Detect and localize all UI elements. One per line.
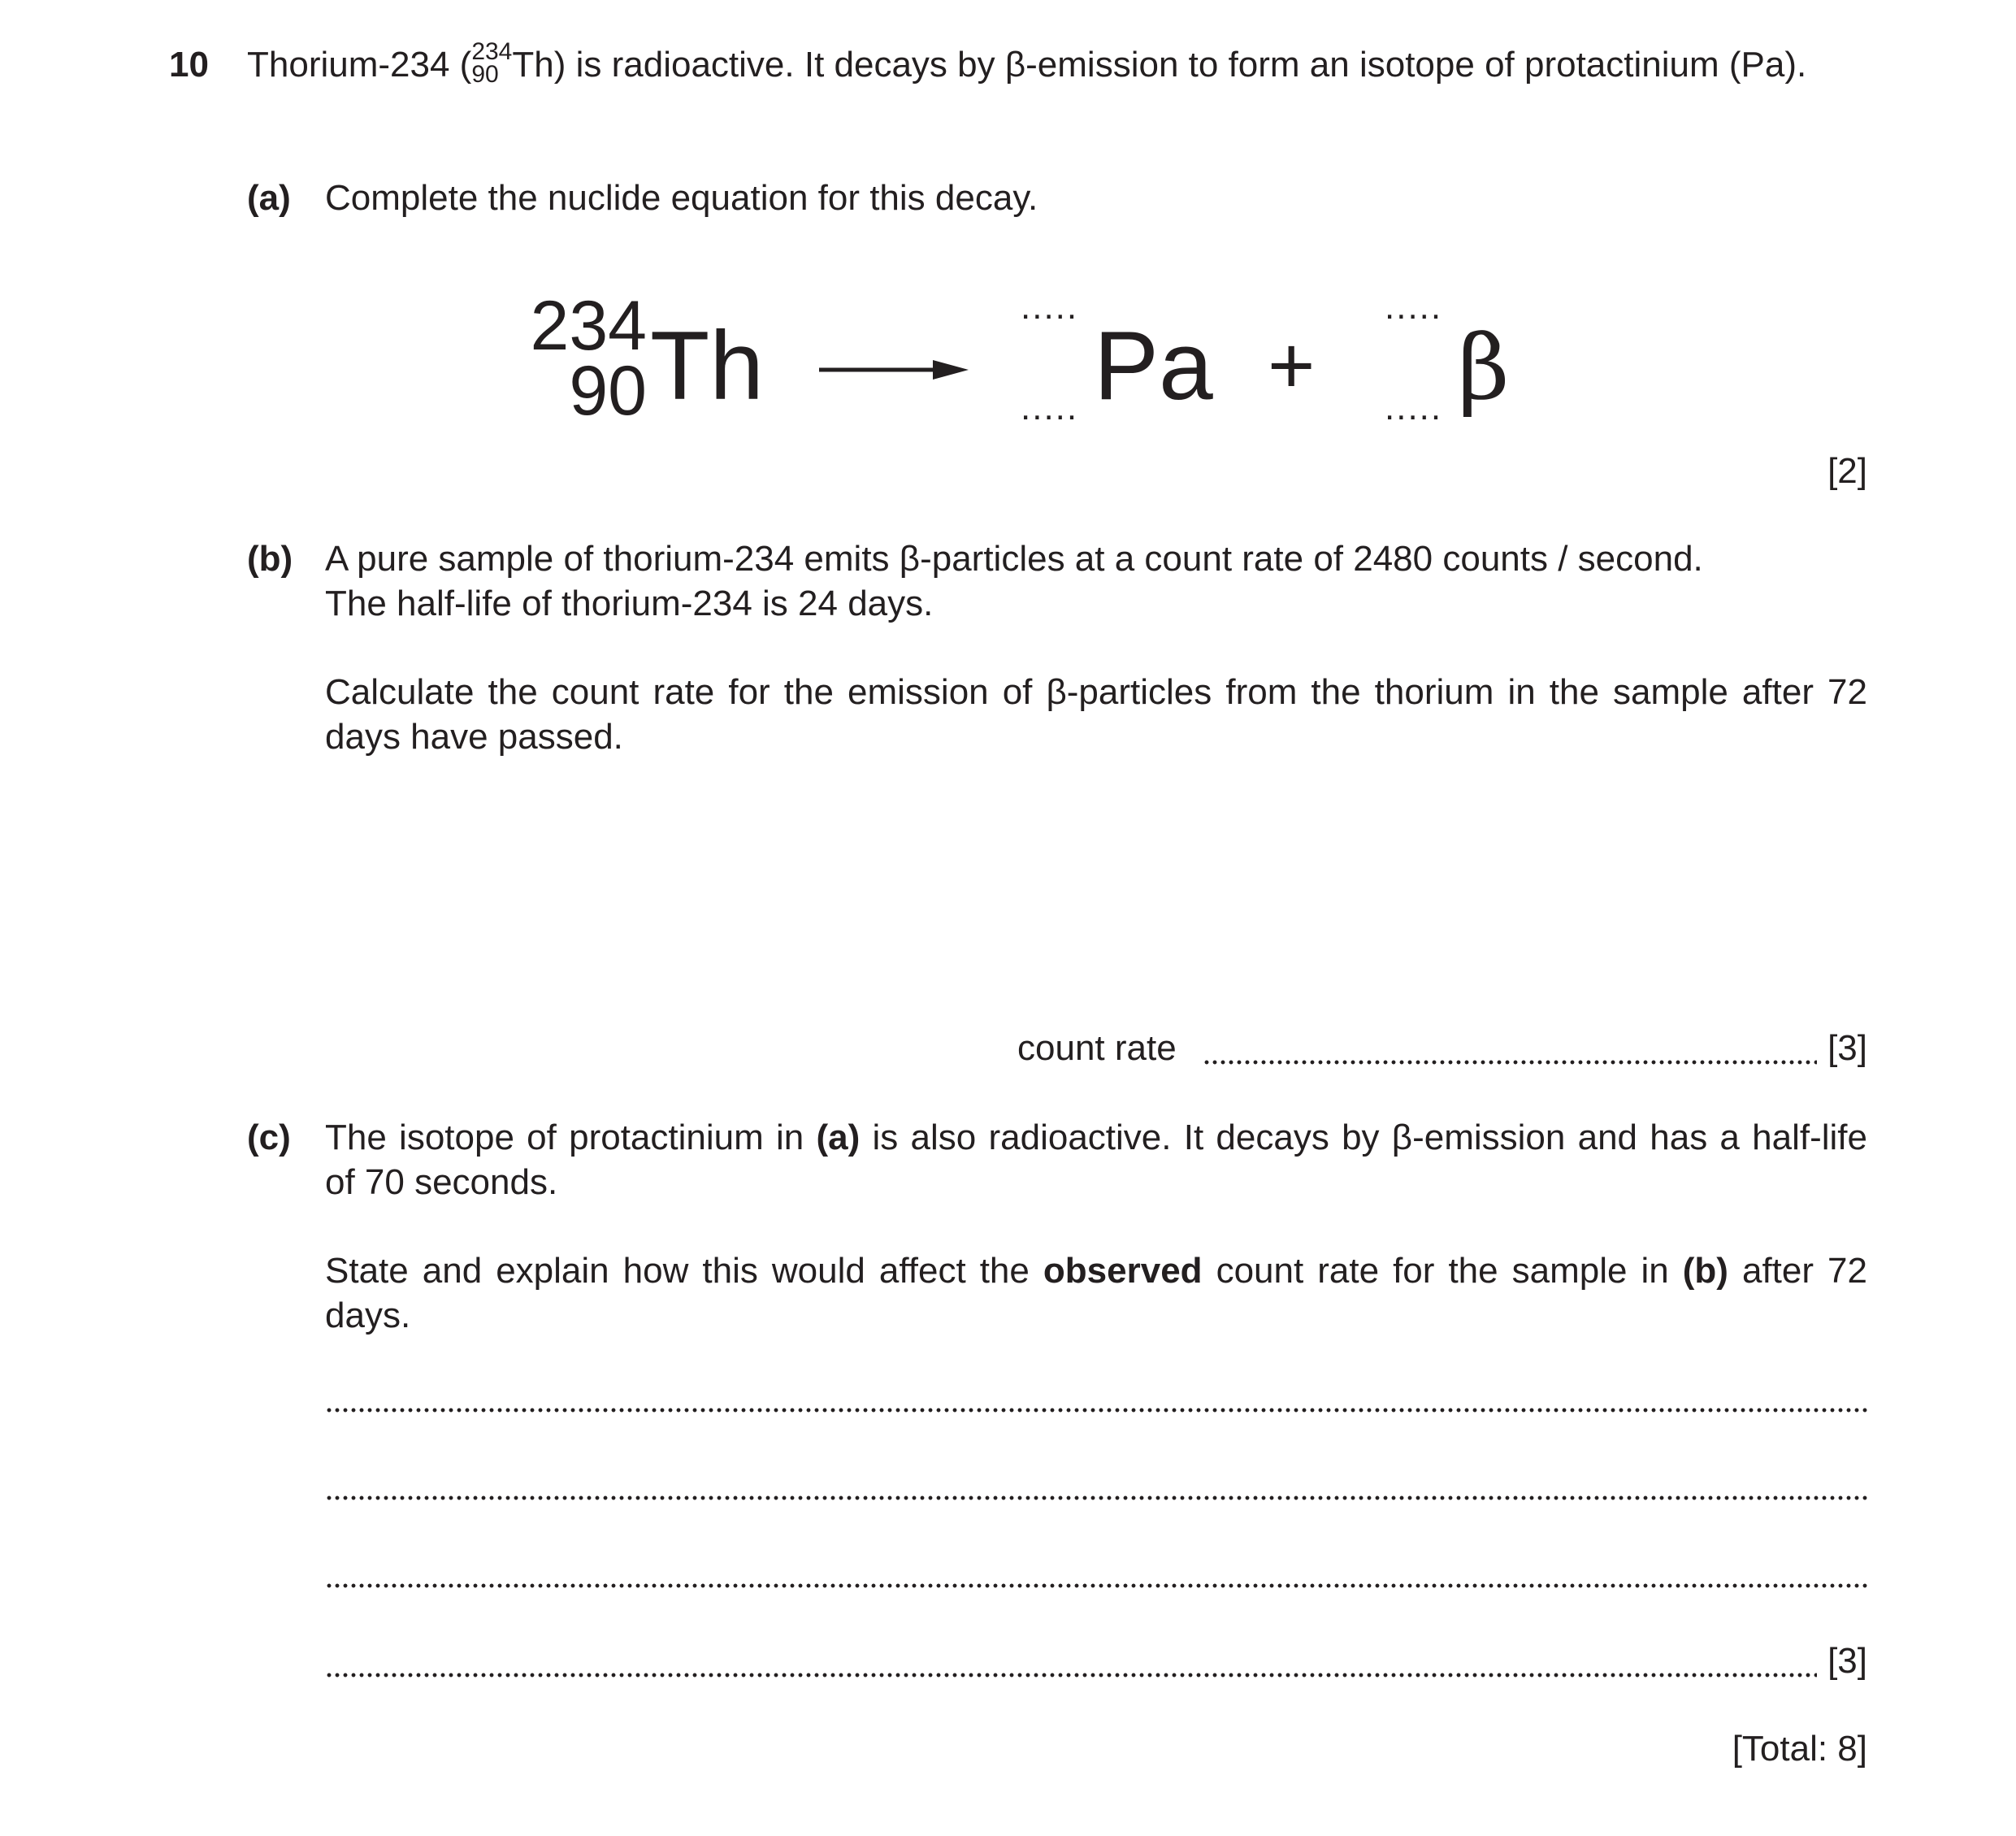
product-mass-blank[interactable]: .....: [1021, 287, 1079, 327]
part-c-text2-middle: count rate for the sample in: [1202, 1251, 1683, 1291]
product-symbol: Pa: [1094, 311, 1213, 420]
part-c-label: (c): [247, 1118, 291, 1157]
particle-mass-blank[interactable]: .....: [1385, 287, 1443, 327]
count-rate-answer-line[interactable]: [1203, 1058, 1817, 1066]
intro-text-before: Thorium-234 (: [247, 45, 472, 85]
part-b-label: (b): [247, 539, 293, 579]
part-c-marks: [3]: [1827, 1641, 1867, 1681]
part-c-ref-b: (b): [1682, 1251, 1728, 1291]
answer-line[interactable]: [325, 1582, 1867, 1590]
parent-symbol: Th: [650, 311, 765, 420]
count-rate-label: count rate: [1017, 1028, 1177, 1068]
intro-mass-number: 234: [471, 38, 513, 66]
parent-nuclide-numbers: [517, 287, 647, 430]
part-b-marks: [3]: [1827, 1028, 1867, 1068]
part-c-ref-a: (a): [816, 1118, 861, 1157]
intro-text-after: ) is radioactive. It decays by β-emission to form an isotope of protactinium (Pa).: [553, 45, 1807, 85]
plus-sign: +: [1268, 320, 1316, 411]
part-b-question: Calculate the count rate for the emission of β-particles from the thorium in the sample after 72 days have passed.: [325, 672, 1867, 757]
part-c-text2-after: after 72 days.: [325, 1251, 1867, 1335]
part-c-text2: [325, 1248, 1867, 1338]
answer-line[interactable]: [325, 1671, 1817, 1679]
arrow-icon: [819, 358, 969, 382]
parent-atomic-number: 90: [569, 352, 647, 430]
intro-atomic-number: 90: [471, 61, 499, 89]
beta-symbol: β: [1458, 315, 1510, 419]
part-b-line2: The half-life of thorium-234 is 24 days.: [325, 584, 934, 623]
part-a-label: (a): [247, 178, 291, 218]
particle-atomic-blank[interactable]: .....: [1385, 388, 1443, 428]
intro-nuclide-numbers: [471, 38, 513, 89]
part-c-text1: [325, 1115, 1867, 1204]
part-b-line1: A pure sample of thorium-234 emits β-particles at a count rate of 2480 counts / second.: [325, 539, 1703, 579]
question-number: 10: [169, 45, 209, 85]
total-marks: [Total: 8]: [1732, 1729, 1867, 1769]
part-c-text1-before: The isotope of protactinium in: [325, 1118, 817, 1157]
part-a-text: Complete the nuclide equation for this decay.: [325, 178, 1038, 218]
part-c-text1-after: is also radioactive. It decays by β-emission and has a half-life of 70 seconds.: [325, 1118, 1867, 1202]
part-c-observed: observed: [1043, 1251, 1203, 1291]
product-atomic-blank[interactable]: .....: [1021, 388, 1079, 428]
part-a-marks: [2]: [1827, 451, 1867, 491]
answer-line[interactable]: [325, 1494, 1867, 1502]
question-intro: [247, 38, 1867, 89]
intro-symbol: Th: [512, 45, 554, 85]
answer-line[interactable]: [325, 1406, 1867, 1414]
part-c-text2-before: State and explain how this would affect the: [325, 1251, 1043, 1291]
parent-mass-number: 234: [530, 287, 647, 365]
